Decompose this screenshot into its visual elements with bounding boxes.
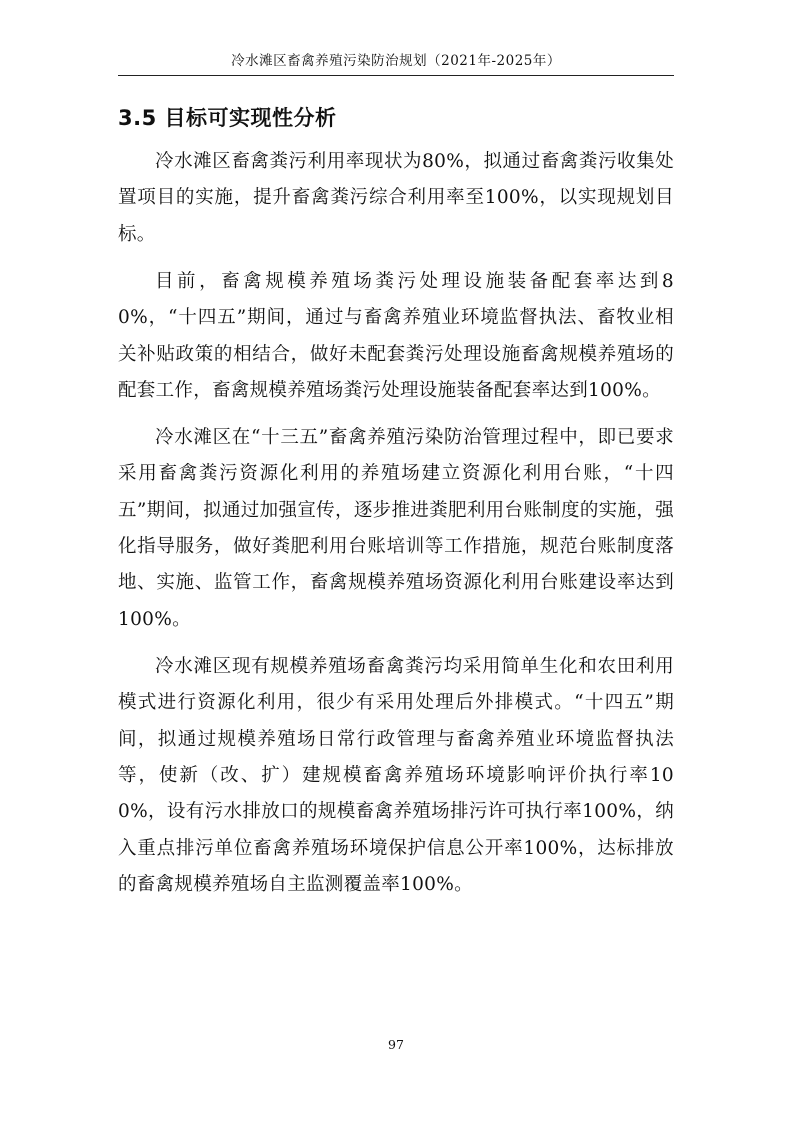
paragraph-1: 冷水滩区畜禽粪污利用率现状为80%，拟通过畜禽粪污收集处置项目的实施，提升畜禽粪污综合利用率至100%，以实现规划目标。: [118, 151, 674, 245]
paragraph-4: 冷水滩区现有规模养殖场畜禽粪污均采用简单生化和农田利用模式进行资源化利用，很少有采用处理后外排模式。“十四五”期间，拟通过规模养殖场日常行政管理与畜禽养殖业环境监督执法等，使新（改、扩）建规模畜禽养殖场环境影响评价执行率100%，设有污水排放口的规模畜禽养殖场排污许可执行率100%，纳入重点排污单位畜禽养殖场环境保护信息公开率100%，达标排放的畜禽规模养殖场自主监测覆盖率100%。: [118, 655, 674, 896]
section-heading: 3.5 目标可实现性分析: [118, 106, 337, 130]
body-text: [118, 144, 674, 914]
page-number: 97: [388, 1037, 404, 1052]
paragraph-2: 目前，畜禽规模养殖场粪污处理设施装备配套率达到80%，“十四五”期间，通过与畜禽养殖业环境监督执法、畜牧业相关补贴政策的相结合，做好未配套粪污处理设施畜禽规模养殖场的配套工作，畜禽规模养殖场粪污处理设施装备配套率达到100%。: [118, 270, 674, 401]
running-header: 冷水滩区畜禽养殖污染防治规划（2021年-2025年）: [231, 53, 561, 69]
header-rule: [118, 75, 674, 76]
paragraph-3: 冷水滩区在“十三五”畜禽养殖污染防治管理过程中，即已要求采用畜禽粪污资源化利用的养殖场建立资源化利用台账，“十四五”期间，拟通过加强宣传，逐步推进粪肥利用台账制度的实施，强化指导服务，做好粪肥利用台账培训等工作措施，规范台账制度落地、实施、监管工作，畜禽规模养殖场资源化利用台账建设率达到100%。: [118, 426, 674, 630]
